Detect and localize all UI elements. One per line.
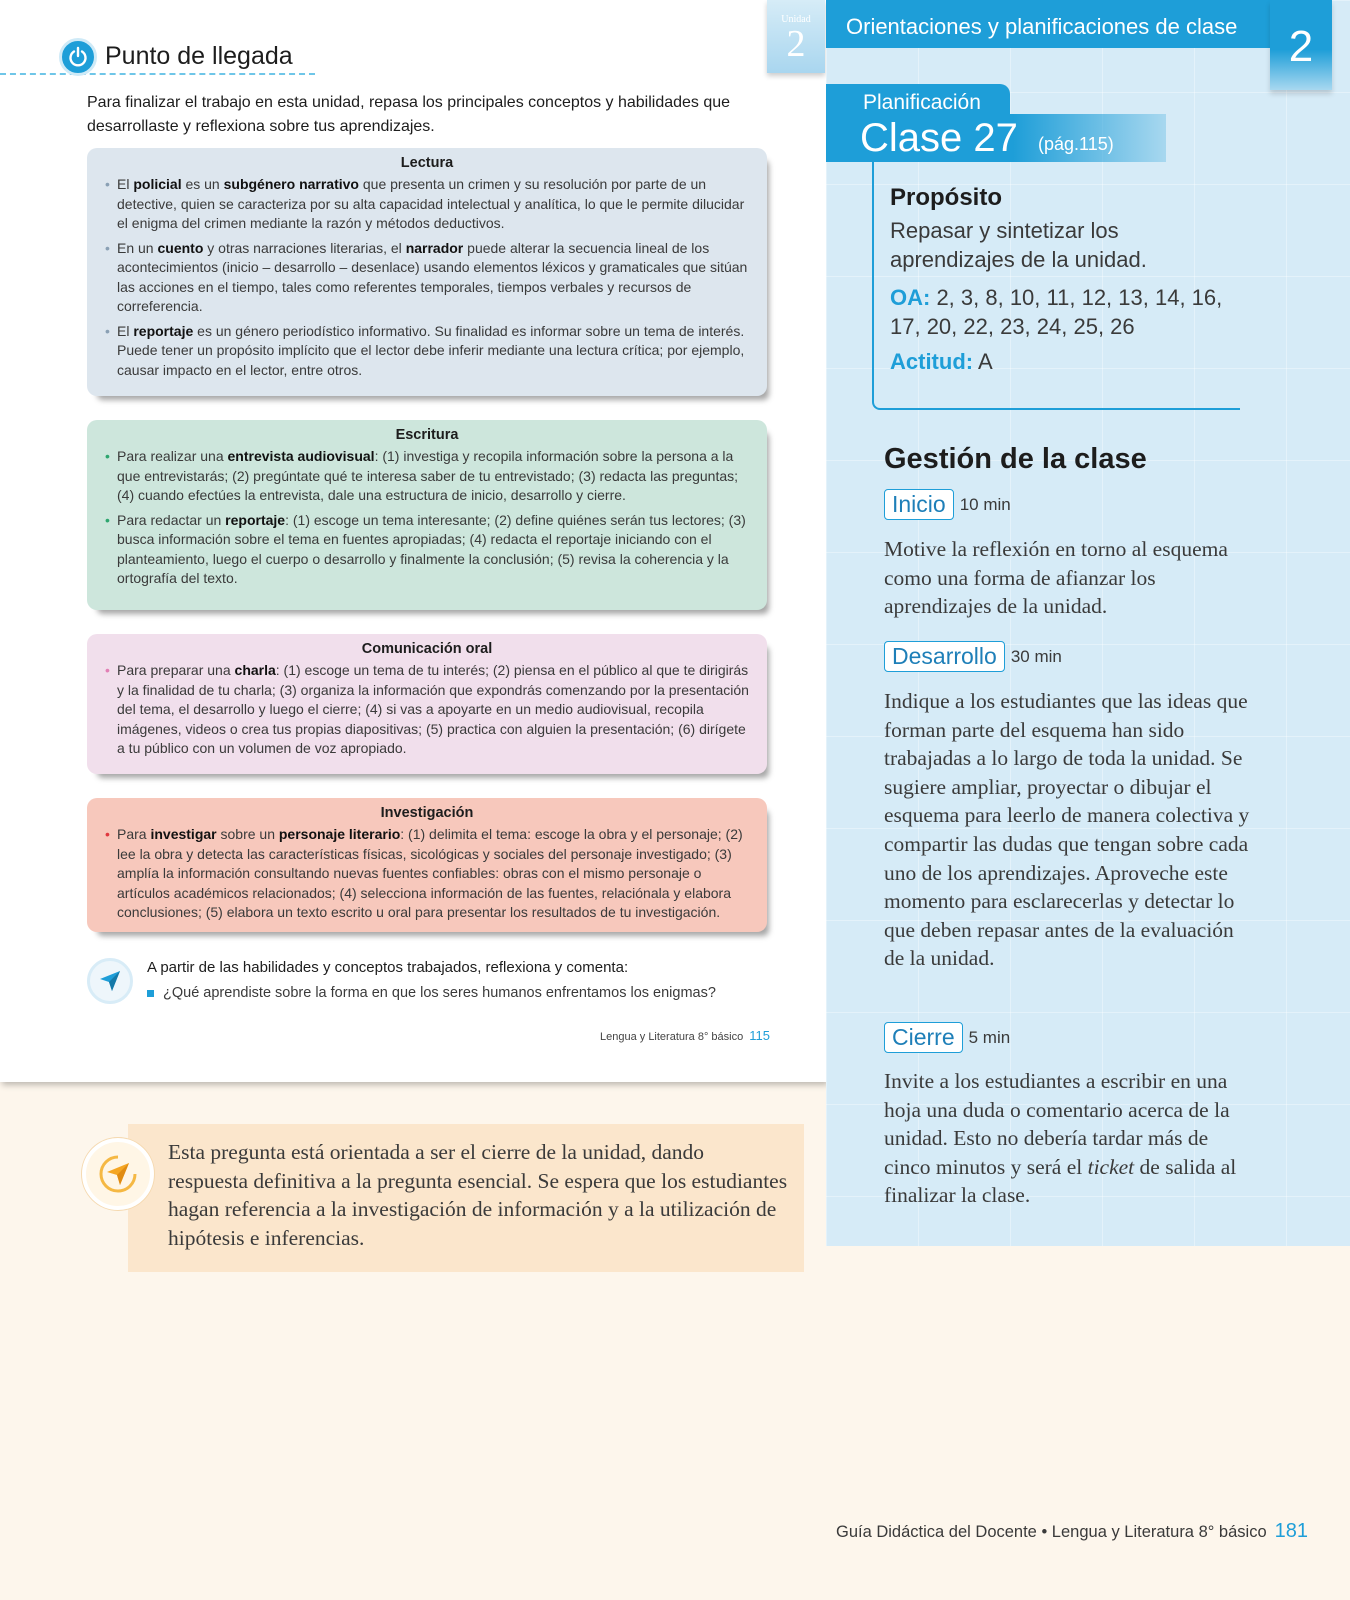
escritura-box <box>87 420 767 610</box>
desarrollo-text: Indique a los estudiantes que las ideas que forman parte del esquema han sido trabajadas a lo largo de toda la unidad. Se sugiere ampliar, proyectar o dibujar el esquema para leerlo de manera colectiva y compartir las dudas que tengan sobre cada uno de los aprendizajes. Aproveche este momento para esclarecerlas y detectar lo que deben repasar antes de la evaluación de la unidad. <box>884 689 1250 971</box>
page-number: 115 <box>749 1028 770 1043</box>
section-header-divider <box>0 73 315 75</box>
proposito-text: Repasar y sintetizar los aprendizajes de la unidad. <box>890 218 1147 272</box>
compass-icon <box>82 1138 154 1210</box>
investigacion-box <box>87 798 767 932</box>
clase-title: Clase 27 <box>860 116 1018 160</box>
inicio-phase <box>884 489 1011 520</box>
intro-text: Para finalizar el trabajo en esta unidad, repasa los principales conceptos y habilidades que desarrollaste y reflexiona sobre tus aprendizajes. <box>87 94 731 135</box>
planificacion-label: Planificación <box>863 91 981 114</box>
reflection-block <box>87 958 777 1014</box>
list-item: • Para preparar una charla: (1) escoge un tema de tu interés; (2) piensa en el público al que te dirigirás y la finalidad de tu charla; (3) organiza la información que expondrás comenzando por la presentación del tema, el desarrollo y luego el cierre; (4) si vas a apoyarte en un medio audiovisual, recopila imágenes, videos o crea tus propias diapositivas; (5) practica con alguien la presentación; (6) dirígete a tu público con un volumen de voz apropiado. <box>105 661 749 759</box>
escritura-title: Escritura <box>395 427 459 443</box>
guide-footer-text: Guía Didáctica del Docente • Lengua y Literatura 8° básico <box>836 1523 1267 1541</box>
guide-page-number: 181 <box>1274 1520 1309 1542</box>
oa-line: OA: 2, 3, 8, 10, 11, 12, 13, 14, 16, 17, 20, 22, 23, 24, 25, 26 <box>890 285 1223 339</box>
proposito-box <box>872 162 1240 410</box>
cierre-phase <box>884 1022 1010 1053</box>
unit-tab <box>767 0 825 73</box>
clase-page-ref: (pág.115) <box>1038 134 1114 154</box>
desarrollo-phase <box>884 641 1062 672</box>
reflection-title: A partir de las habilidades y conceptos trabajados, reflexiona y comenta: <box>147 959 629 976</box>
proposito-title: Propósito <box>890 184 1002 211</box>
inicio-label: Inicio <box>884 489 954 520</box>
gestion-title: Gestión de la clase <box>884 443 1147 475</box>
comunicacion-oral-title: Comunicación oral <box>361 641 493 657</box>
teacher-note <box>128 1124 804 1272</box>
investigacion-title: Investigación <box>380 805 474 821</box>
list-item: • El reportaje es un género periodístico informativo. Su finalidad es informar sobre un tema de interés. Puede tener un propósito implícito que el lector debe inferir mediante una lectura crítica; por ejemplo, causar impacto en el lector, entre otros. <box>105 322 749 381</box>
cierre-text: Invite a los estudiantes a escribir en una hoja una duda o comentario acerca de la unidad. Esto no debería tardar más de cinco minutos y será el ticket de salida al finalizar la clase. <box>884 1069 1237 1208</box>
reflection-question: ¿Qué aprendiste sobre la forma en que los seres humanos enfrentamos los enigmas? <box>147 985 716 1001</box>
section-header <box>0 36 320 76</box>
guide-header <box>826 0 1270 48</box>
teacher-note-text: Esta pregunta está orientada a ser el cierre de la unidad, dando respuesta definitiva a la pregunta esencial. Se espera que los estudiantes hagan referencia a la investigación de información y a la utilización de hipótesis e inferencias. <box>168 1140 788 1250</box>
power-icon <box>59 38 97 76</box>
section-title: Punto de llegada <box>105 42 293 70</box>
list-item: • Para investigar sobre un personaje literario: (1) delimita el tema: escoge la obra y el personaje; (2) lee la obra y detecta las características físicas, sicológicas y sociales del personaje investigado; (3) amplía la información consultando nuevas fuentes confiables: obras con el mismo personaje o artículos académicos relacionados; (4) selecciona información de las fuentes, relaciónala y elabora conclusiones; (5) elabora un texto escrito u oral para presentar los resultados de tu investigación. <box>105 825 749 923</box>
comunicacion-oral-box <box>87 634 767 774</box>
unit-tab-number: 2 <box>786 23 806 65</box>
list-item: • Para redactar un reportaje: (1) escoge un tema interesante; (2) define quiénes serán tus lectores; (3) busca información sobre el tema en fuentes apropiadas; (4) redacta el reportaje iniciando con el planteamiento, luego el cuerpo o desarrollo y finalmente la conclusión; (5) revisa la coherencia y la ortografía del texto. <box>105 511 749 589</box>
list-item: • En un cuento y otras narraciones literarias, el narrador puede alterar la secuencia lineal de los acontecimientos (inicio – desarrollo – desenlace) usando elementos léxicos y gramaticales que sitúan las acciones en el tiempo, tales como referentes temporales, tiempos verbales y recursos de correferencia. <box>105 239 749 317</box>
unit-tab-label: Unidad <box>781 14 811 25</box>
cierre-time: 5 min <box>968 1027 1011 1047</box>
student-page-footer <box>600 1028 770 1043</box>
desarrollo-label: Desarrollo <box>884 641 1005 672</box>
list-item: • El policial es un subgénero narrativo que presenta un crimen y su resolución por parte de un detective, quien se caracteriza por su alta capacidad intelectual y analítica, lo que le permite dilucidar el enigma del crimen mediante la razón y métodos deductivos. <box>105 175 749 234</box>
unit-number-badge: 2 <box>1270 0 1332 90</box>
inicio-text: Motive la reflexión en torno al esquema como una forma de afianzar los aprendizajes de la unidad. <box>884 537 1228 619</box>
book-name: Lengua y Literatura 8° básico <box>600 1031 744 1043</box>
desarrollo-time: 30 min <box>1010 646 1062 666</box>
cierre-label: Cierre <box>884 1022 963 1053</box>
list-item: • Para realizar una entrevista audiovisual: (1) investiga y recopila información sobre la persona a la que entrevistarás; (2) pregúntate qué te interesa saber de tu entrevistado; (3) redacta las preguntas; (4) cuando efectúes la entrevista, dale una estructura de inicio, desarrollo y cierre. <box>105 447 749 506</box>
clase-bar <box>826 114 1166 162</box>
lectura-box <box>87 148 767 396</box>
inicio-time: 10 min <box>959 494 1011 514</box>
guide-footer <box>836 1520 1308 1543</box>
planificacion-tab <box>826 84 1010 118</box>
guide-header-title: Orientaciones y planificaciones de clase <box>846 14 1238 39</box>
lectura-title: Lectura <box>400 155 454 171</box>
compass-icon <box>87 958 133 1004</box>
actitud-line: Actitud: A <box>890 349 993 374</box>
